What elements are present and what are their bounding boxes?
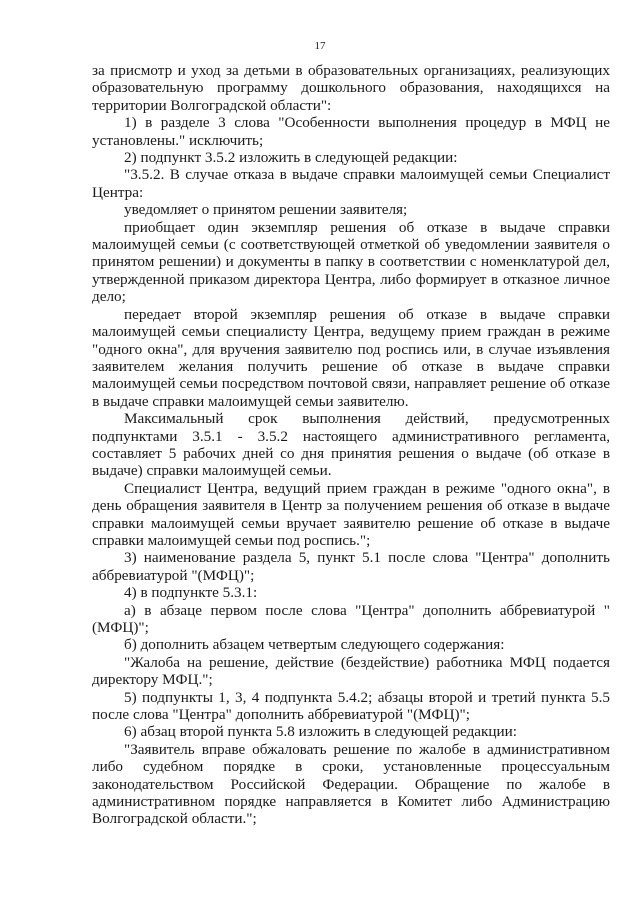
paragraph-item-5: 5) подпункты 1, 3, 4 подпункта 5.4.2; абзацы второй и третий пункта 5.5 после слова "Центра" дополнить аббревиатурой "(МФЦ)"; [92, 688, 610, 724]
paragraph-item-6: 6) абзац второй пункта 5.8 изложить в следующей редакции: [124, 723, 518, 741]
page-number: 17 [314, 40, 326, 52]
paragraph-intro: за присмотр и уход за детьми в образовательных организациях, реализующих образовательную программу дошкольного образования, находящихся на территории Волгоградской области": [92, 62, 610, 114]
paragraph-3-5-2: "3.5.2. В случае отказа в выдаче справки малоимущей семьи Специалист Центра: [92, 166, 610, 201]
paragraph-appeal: "Заявитель вправе обжаловать решение по жалобе в административном либо судебном порядке в сроки, установленные процессуальным законодательством Российской Федерации. Обращение по жалобе в административном порядке направляется в Комитет либо Администрацию Волгоградской области."; [92, 740, 610, 828]
document-body [92, 62, 610, 828]
paragraph-item-4b: б) дополнить абзацем четвертым следующего содержания: [124, 636, 505, 654]
paragraph-attach: приобщает один экземпляр решения об отказе в выдаче справки малоимущей семьи (с соответствующей отметкой об уведомлении заявителя о принятом решении) и документы в папку в соответствии с номенклатурой дел, утвержденной приказом директора Центра, либо формирует в отказное личное дело; [92, 218, 610, 306]
paragraph-item-4a: а) в абзаце первом после слова "Центра" дополнить аббревиатурой "(МФЦ)"; [92, 601, 610, 636]
paragraph-max-term: Максимальный срок выполнения действий, предусмотренных подпунктами 3.5.1 - 3.5.2 настоящего административного регламента, составляет 5 рабочих дней со дня принятия решения о выдаче (об отказе в выдаче) справки малоимущей семьи. [92, 410, 610, 480]
paragraph-item-1: 1) в разделе 3 слова "Особенности выполнения процедур в МФЦ не установлены." исключить; [92, 114, 610, 149]
paragraph-specialist: Специалист Центра, ведущий прием граждан в режиме "одного окна", в день обращения заявителя в Центр за получением решения об отказе в выдаче справки малоимущей семьи вручает заявителю решение об отказе в выдаче справки малоимущей семьи под роспись."; [92, 479, 610, 549]
paragraph-item-2: 2) подпункт 3.5.2 изложить в следующей редакции: [124, 149, 458, 167]
paragraph-transfer: передает второй экземпляр решения об отказе в выдаче справки малоимущей семьи специалисту Центра, ведущему прием граждан в режиме "одного окна", для вручения заявителю под роспись или, в случае изъявления заявителем желания получить решение об отказе в выдаче справки малоимущей семьи посредством почтовой связи, направляет решение об отказе в выдаче справки малоимущей семьи заявителю. [92, 305, 610, 410]
paragraph-item-3: 3) наименование раздела 5, пункт 5.1 после слова "Центра" дополнить аббревиатурой "(МФЦ)"; [92, 549, 610, 584]
paragraph-notify: уведомляет о принятом решении заявителя; [124, 201, 408, 219]
paragraph-item-4: 4) в подпункте 5.3.1: [124, 584, 258, 602]
paragraph-complaint: "Жалоба на решение, действие (бездействие) работника МФЦ подается директору МФЦ."; [92, 653, 610, 689]
